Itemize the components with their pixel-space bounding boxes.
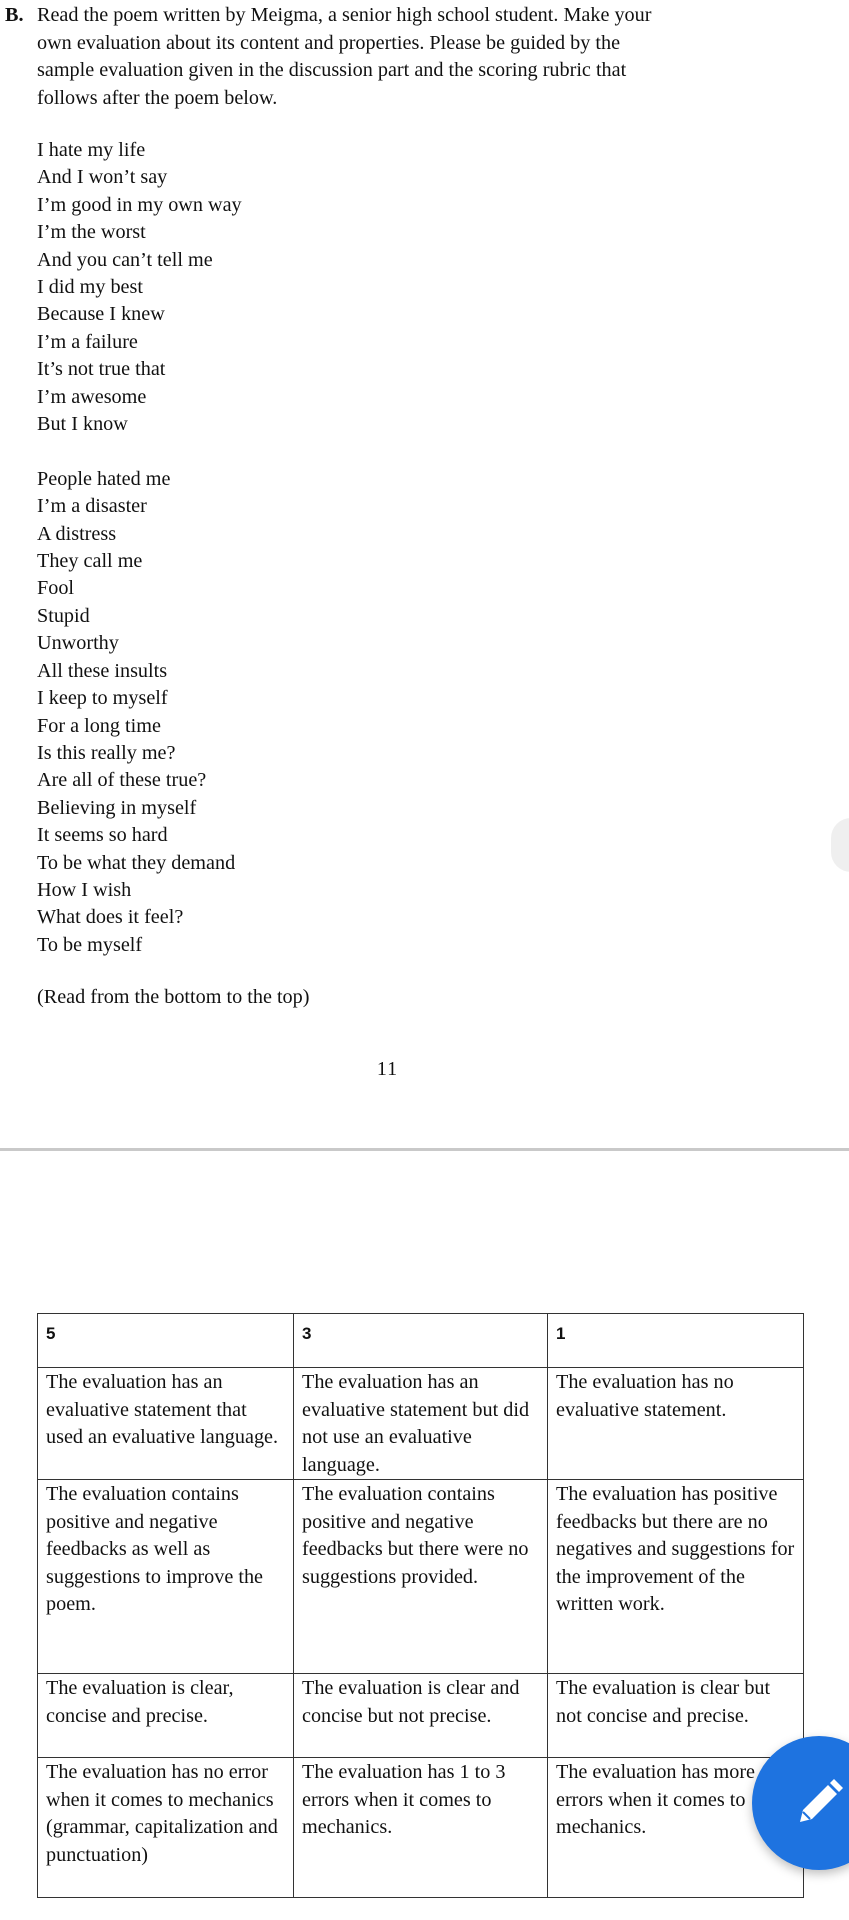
instructions-line: own evaluation about its content and properties. Please be guided by the [37,31,621,54]
poem [37,137,242,959]
instructions-line: Read the poem written by Meigma, a senior high school student. Make your [37,4,652,26]
pencil-icon [792,1774,848,1830]
table-cell: The evaluation has an evaluative statement that used an evaluative language. [38,1368,294,1480]
poem-line: Are all of these true? [37,769,207,792]
item-letter: B. [5,4,24,26]
poem-line: To be what they demand [37,851,236,874]
poem-line: Stupid [37,604,90,627]
poem-line: How I wish [37,878,132,901]
poem-line: And I won’t say [37,166,168,189]
table-row [38,1368,804,1480]
poem-line: I keep to myself [37,687,168,710]
poem-line: They call me [37,550,143,573]
poem-line: A distress [37,522,117,545]
table-cell: The evaluation is clear but not concise and precise. [548,1674,804,1758]
table-cell: The evaluation has no error when it comes to mechanics (grammar, capitalization and punctuation) [38,1758,294,1898]
poem-line: For a long time [37,714,161,737]
poem-line: Because I knew [37,303,165,326]
table-row [38,1758,804,1898]
instructions [0,2,800,112]
poem-line: Is this really me? [37,741,176,764]
poem-line: I’m the worst [37,221,146,244]
poem-line: Unworthy [37,632,119,655]
table-cell: The evaluation has more errors when it comes to mechanics. [548,1758,804,1898]
poem-line: And you can’t tell me [37,248,213,271]
poem-line: To be myself [37,933,143,956]
scroll-edge-handle[interactable] [831,818,849,872]
poem-line: Fool [37,577,75,600]
table-header-row [38,1314,804,1368]
table-row [38,1674,804,1758]
poem-line: I’m a failure [37,330,138,353]
reading-note: (Read from the bottom to the top) [37,986,310,1008]
score-header-1: 1 [548,1314,804,1368]
poem-line: Believing in myself [37,796,197,819]
instructions-line: follows after the poem below. [37,86,278,109]
poem-line: People hated me [37,467,171,490]
table-cell: The evaluation contains positive and negative feedbacks as well as suggestions to improve the poem. [38,1480,294,1674]
table-cell: The evaluation is clear, concise and precise. [38,1674,294,1758]
poem-line: I did my best [37,276,143,299]
page-number: 11 [376,1058,399,1080]
table-row [38,1480,804,1674]
scoring-rubric-table [37,1313,804,1898]
poem-stanza-1 [37,137,242,438]
page-divider [0,1148,849,1151]
poem-line: I’m a disaster [37,495,147,518]
poem-line: I’m good in my own way [37,193,242,216]
table-cell: The evaluation has an evaluative statement but did not use an evaluative language. [294,1368,548,1480]
stanza-gap [37,438,242,465]
poem-line: I’m awesome [37,385,147,408]
table-cell: The evaluation is clear and concise but not precise. [294,1674,548,1758]
table-cell: The evaluation has no evaluative statement. [548,1368,804,1480]
poem-line: It seems so hard [37,824,168,847]
instructions-line: sample evaluation given in the discussion part and the scoring rubric that [37,59,627,81]
poem-line: What does it feel? [37,906,184,929]
score-header-5: 5 [38,1314,294,1368]
poem-line: But I know [37,413,128,436]
poem-line: It’s not true that [37,358,166,381]
instructions-text [37,2,800,112]
table-cell: The evaluation contains positive and negative feedbacks but there were no suggestions provided. [294,1480,548,1674]
poem-stanza-2 [37,466,242,959]
poem-line: All these insults [37,659,168,682]
poem-line: I hate my life [37,139,146,161]
table-cell: The evaluation has positive feedbacks but there are no negatives and suggestions for the improvement of the written work. [548,1480,804,1674]
table-cell: The evaluation has 1 to 3 errors when it comes to mechanics. [294,1758,548,1898]
score-header-3: 3 [294,1314,548,1368]
